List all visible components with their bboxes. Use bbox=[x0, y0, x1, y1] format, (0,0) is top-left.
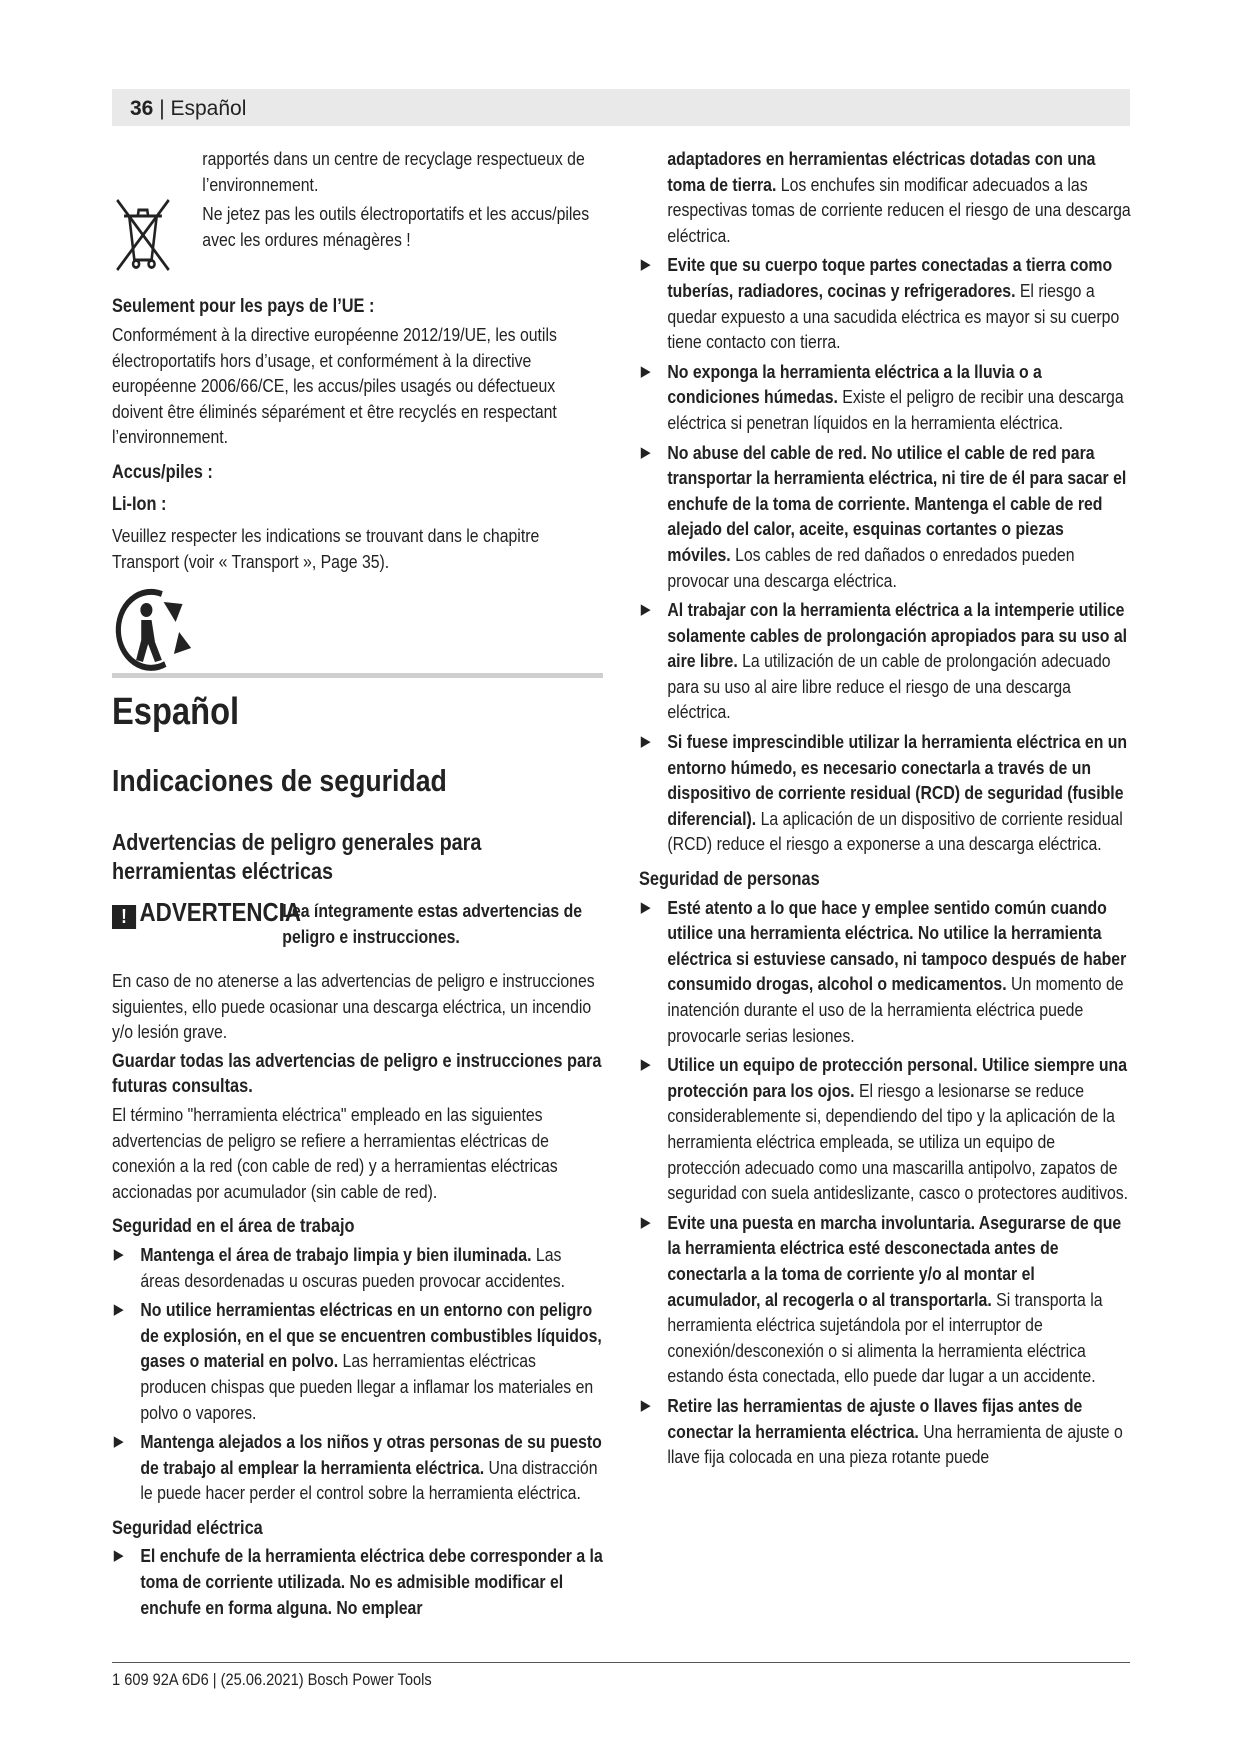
safety-heading: Indicaciones de seguridad bbox=[112, 763, 447, 798]
bullet-arrow-icon: ▶ bbox=[640, 362, 651, 380]
bullet-text: El riesgo a lesionarse se reduce considerablemente si, dependiendo del tipo y la aplicación de la herramienta eléctrica empleada, se utiliza un equipo de protección adecuado como una mascarilla antipolvo, zapatos de seguridad con suela antideslizante, casco o protectores auditivos. bbox=[667, 1079, 1129, 1204]
battery-recycle-icon bbox=[112, 582, 198, 678]
bullet-bold: Si fuese imprescindible utilizar la herramienta eléctrica en un entorno húmedo, es necesario conectarla a través de un dispositivo de corriente residual (RCD) de seguridad (fusible diferencial). bbox=[667, 731, 1128, 829]
warning-paragraph: En caso de no atenerse a las advertencias de peligro e instrucciones siguientes, ello puede ocasionar una descarga eléctrica, un incendio y/o lesión grave. bbox=[112, 970, 595, 1043]
work-area-bullet-2 bbox=[112, 1297, 604, 1425]
bullet-text: Una distracción le puede hacer perder el control sobre la herramienta eléctrica. bbox=[140, 1456, 598, 1504]
recycle-paragraph-1: rapportés dans un centre de recyclage respectueux de l’environnement. bbox=[202, 148, 585, 195]
bullet-text: Existe el peligro de recibir una descarga eléctrica si penetran líquidos en la herramienta eléctrica. bbox=[667, 386, 1124, 433]
bullet-bold: Esté atento a lo que hace y emplee sentido común cuando utilice una herramienta eléctrica. No utilice la herramienta eléctrica si estuviese cansado, ni tampoco después de haber consumido drogas, alcohol o medicamentos. bbox=[667, 896, 1127, 995]
bullet-text: La aplicación de un dispositivo de corriente residual (RCD) reduce el riesgo a exponerse a una descarga eléctrica. bbox=[667, 807, 1123, 855]
page-header bbox=[130, 97, 246, 121]
page-number: 36 bbox=[130, 97, 154, 120]
bullet-arrow-icon: ▶ bbox=[640, 1056, 651, 1074]
term-definition: El término "herramienta eléctrica" empleado en las siguientes advertencias de peligro se refiere a herramientas eléctricas de conexión a la red (con cable de red) y a herramientas eléctricas accionadas por acumulador (sin cable de red). bbox=[112, 1103, 558, 1202]
bullet-arrow-icon: ▶ bbox=[113, 1245, 124, 1263]
personal-bullet-3 bbox=[639, 1210, 1131, 1389]
work-area-bullet-1 bbox=[112, 1242, 604, 1293]
bullet-text: Una herramienta de ajuste o llave fija colocada en una pieza rotante puede bbox=[667, 1420, 1123, 1468]
bullet-arrow-icon: ▶ bbox=[640, 601, 651, 619]
electrical-bullet-1-cont bbox=[639, 146, 1131, 248]
general-warnings-heading: Advertencias de peligro generales para herramientas eléctricas bbox=[112, 829, 482, 884]
crossed-bin-icon bbox=[112, 194, 174, 274]
bullet-arrow-icon: ▶ bbox=[113, 1301, 124, 1319]
bullet-bold: Evite una puesta en marcha involuntaria. Asegurarse de que la herramienta eléctrica esté desconectada antes de conectarla a la toma de corriente y/o al montar el acumulador, al recogerla o al transportarla. bbox=[667, 1211, 1122, 1310]
warning-label-text: ADVERTENCIA bbox=[139, 897, 302, 927]
work-area-bullet-3 bbox=[112, 1429, 604, 1506]
bullet-bold: No utilice herramientas eléctricas en un entorno con peligro de explosión, en el que se encuentren combustibles líquidos, gases o material en polvo. bbox=[140, 1299, 602, 1372]
bullet-text: Las herramientas eléctricas producen chispas que pueden llegar a inflamar los materiales en polvo o vapores. bbox=[140, 1350, 594, 1423]
header-separator: | bbox=[153, 97, 171, 120]
electrical-bullet-5 bbox=[639, 597, 1131, 725]
warning-box bbox=[112, 898, 604, 968]
electrical-heading: Seguridad eléctrica bbox=[112, 1517, 263, 1539]
left-column-lower bbox=[112, 690, 604, 1624]
bullet-arrow-icon: ▶ bbox=[113, 1547, 124, 1565]
bullet-bold: Retire las herramientas de ajuste o llaves fijas antes de conectar la herramienta eléctrica. bbox=[667, 1394, 1083, 1442]
electrical-bullet-2 bbox=[639, 252, 1131, 354]
liion-heading: Li-Ion : bbox=[112, 493, 167, 515]
left-column bbox=[112, 146, 604, 578]
bullet-text: El riesgo a quedar expuesto a una sacudida eléctrica es mayor si su cuerpo tiene contacto con tierra. bbox=[667, 279, 1120, 353]
bullet-arrow-icon: ▶ bbox=[640, 898, 651, 916]
header-bar bbox=[112, 89, 1130, 126]
electrical-bullet-4 bbox=[639, 440, 1131, 594]
bullet-text: Si transporta la herramienta eléctrica sujetándola por el interruptor de conexión/desconexión o si alimenta la herramienta eléctrica estando ésta conectada, ello puede dar lugar a un accidente. bbox=[667, 1288, 1103, 1387]
bullet-arrow-icon: ▶ bbox=[640, 443, 651, 461]
personal-bullet-2 bbox=[639, 1052, 1131, 1206]
bullet-arrow-icon: ▶ bbox=[640, 256, 651, 274]
personal-bullet-4 bbox=[639, 1393, 1131, 1470]
bullet-arrow-icon: ▶ bbox=[640, 1396, 651, 1414]
bullet-arrow-icon: ▶ bbox=[113, 1433, 124, 1451]
right-column bbox=[639, 146, 1131, 1474]
language-heading: Español bbox=[112, 691, 240, 733]
page-footer bbox=[112, 1670, 484, 1690]
bullet-arrow-icon: ▶ bbox=[640, 733, 651, 751]
save-instructions: Guardar todas las advertencias de peligro e instrucciones para futuras consultas. bbox=[112, 1050, 602, 1098]
bullet-bold: El enchufe de la herramienta eléctrica debe corresponder a la toma de corriente utilizada. No es admisible modificar el enchufe en forma alguna. No emplear bbox=[140, 1545, 603, 1618]
bullet-bold: Al trabajar con la herramienta eléctrica a la intemperie utilice solamente cables de prolongación apropiados para su uso al aire libre. bbox=[667, 599, 1128, 672]
accus-heading: Accus/piles : bbox=[112, 461, 213, 483]
bullet-bold: adaptadores en herramientas eléctricas dotadas con una toma de tierra. bbox=[667, 148, 1096, 195]
bullet-text: Los enchufes sin modificar adecuados a las respectivas tomas de corriente reducen el riesgo de una descarga eléctrica. bbox=[667, 173, 1131, 246]
warning-bold: Lea íntegramente estas advertencias de peligro e instrucciones. bbox=[282, 900, 583, 947]
warning-icon: ! bbox=[112, 905, 136, 929]
eu-heading: Seulement pour les pays de l’UE : bbox=[112, 296, 375, 318]
personal-safety-heading: Seguridad de personas bbox=[639, 869, 820, 891]
bullet-bold: Evite que su cuerpo toque partes conectadas a tierra como tuberías, radiadores, cocinas y refrigeradores. bbox=[667, 254, 1113, 301]
bullet-bold: No exponga la herramienta eléctrica a la lluvia o a condiciones húmedas. bbox=[667, 360, 1042, 408]
warning-label bbox=[112, 897, 302, 929]
bullet-bold: Utilice un equipo de protección personal. Utilice siempre una protección para los ojos. bbox=[667, 1054, 1128, 1101]
bullet-text: Las áreas desordenadas u oscuras pueden provocar accidentes. bbox=[140, 1243, 566, 1291]
liion-paragraph: Veuillez respecter les indications se trouvant dans le chapitre Transport (voir « Transport », Page 35). bbox=[112, 525, 540, 572]
eu-paragraph: Conformément à la directive européenne 2012/19/UE, les outils électroportatifs hors d’usage, et conformément à la directive européenne 2006/66/CE, les accus/piles usagés ou défectueux doivent être éliminés séparément et être recyclés en respectant l’environnement. bbox=[112, 323, 557, 448]
footer-rule bbox=[112, 1662, 1130, 1663]
footer-text: 1 609 92A 6D6 | (25.06.2021) Bosch Power Tools bbox=[112, 1670, 432, 1689]
warning-intro bbox=[282, 898, 604, 949]
electrical-bullet-6 bbox=[639, 729, 1131, 857]
electrical-bullet-3 bbox=[639, 359, 1131, 436]
bullet-arrow-icon: ▶ bbox=[640, 1213, 651, 1231]
bullet-text: La utilización de un cable de prolongación adecuado para su uso al aire libre reduce el riesgo de una descarga eléctrica. bbox=[667, 650, 1111, 723]
bullet-bold: Mantenga alejados a los niños y otras personas de su puesto de trabajo al emplear la herramienta eléctrica. bbox=[140, 1431, 602, 1478]
bullet-bold: No abuse del cable de red. No utilice el cable de red para transportar la herramienta eléctrica, ni tire de él para sacar el enchufe de la toma de corriente. Mantenga el cable de red alejado del calor, aceite, esquinas cortantes o piezas móviles. bbox=[667, 441, 1127, 565]
bullet-text: Los cables de red dañados o enredados pueden provocar una descarga eléctrica. bbox=[667, 543, 1075, 591]
personal-bullet-1 bbox=[639, 895, 1131, 1049]
bullet-text: Un momento de inatención durante el uso de la herramienta eléctrica puede provocarle serias lesiones. bbox=[667, 973, 1124, 1046]
work-area-heading: Seguridad en el área de trabajo bbox=[112, 1216, 355, 1238]
electrical-bullet-1 bbox=[112, 1543, 604, 1620]
bullet-bold: Mantenga el área de trabajo limpia y bien iluminada. bbox=[140, 1243, 532, 1265]
recycle-paragraph-2: Ne jetez pas les outils électroportatifs et les accus/piles avec les ordures ménagères ! bbox=[202, 203, 590, 250]
header-section: Español bbox=[170, 97, 247, 120]
section-rule bbox=[112, 673, 603, 678]
